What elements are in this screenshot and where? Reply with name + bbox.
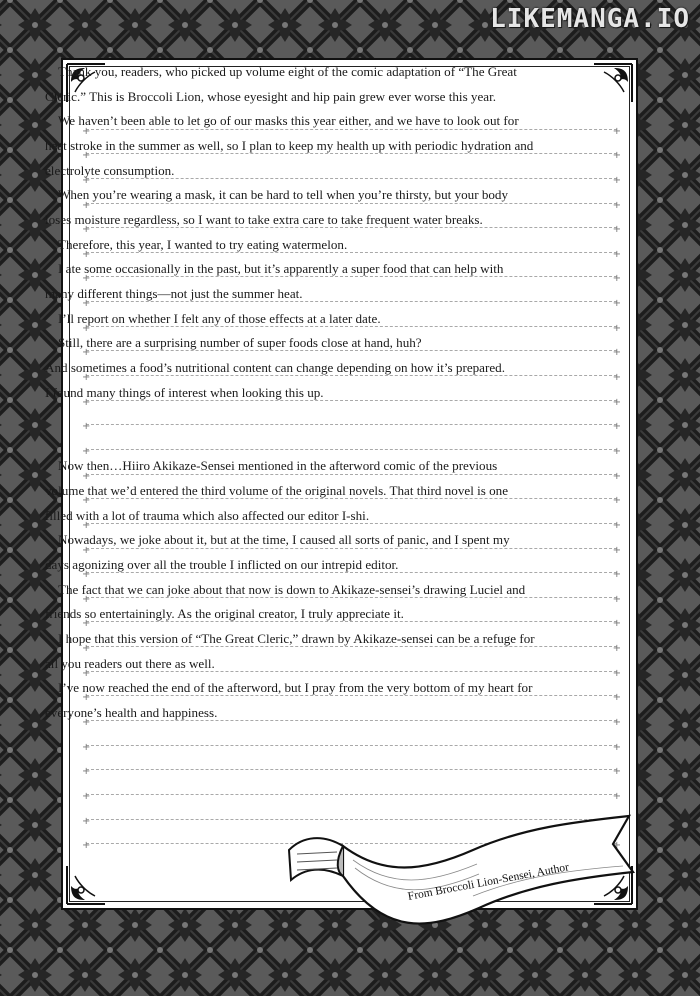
paragraph: Thank you, readers, who picked up volume eight of the comic adaptation of “The Great Cleric.” This is Broccoli Lion, whose eyesight and hip pain grew ever worse this year.: [45, 64, 517, 104]
paragraph: I hope that this version of “The Great Cleric,” drawn by Akikaze-sensei can be a refuge for all you readers out there as well.: [45, 631, 535, 671]
paragraph: I’ve now reached the end of the afterword, but I pray from the very bottom of my heart for everyone’s health and happiness.: [45, 680, 533, 721]
paragraph: We haven’t been able to let go of our masks this year either, and we have to look out for heat stroke in the summer as well, so I plan to keep my health up with periodic hydration and electrolyte consumption.: [45, 113, 534, 178]
paragraph: The fact that we can joke about that now is down to Akikaze-sensei’s drawing Luciel and friends so entertainingly. As the original creator, I truly appreciate it.: [45, 581, 526, 622]
paragraph: Therefore, this year, I wanted to try eating watermelon.: [58, 236, 348, 252]
paragraph: Still, there are a surprising number of super foods close at hand, huh?: [58, 335, 422, 351]
ruled-line: [86, 770, 617, 795]
ribbon-banner-icon: [283, 806, 639, 942]
paragraph: I found many things of interest when looking this up.: [45, 384, 324, 400]
paragraph: Now then…Hiiro Akikaze-Sensei mentioned in the afterword comic of the previous volume that we’d entered the third volume of the original novels. That third novel is one filled with a lot of trauma which also affected our editor I-shi.: [45, 458, 509, 523]
paragraph: I ate some occasionally in the past, but it’s apparently a super food that can help with many different things—not just the summer heat.: [45, 261, 504, 301]
section-break: [45, 430, 535, 455]
corner-ornament-icon: [65, 862, 109, 906]
corner-ornament-icon: [590, 62, 634, 106]
afterword-part-1: [45, 60, 535, 405]
author-signature: From Broccoli Lion-Sensei, Author: [406, 861, 570, 903]
afterword-text: [45, 60, 535, 726]
ruled-line: [86, 746, 617, 771]
site-watermark: LIKEMANGA.IO: [490, 4, 690, 34]
section-break: [45, 405, 535, 430]
afterword-part-2: [45, 454, 535, 725]
paragraph: And sometimes a food’s nutritional content can change depending on how it’s prepared.: [45, 359, 505, 375]
paragraph: I’ll report on whether I felt any of those effects at a later date.: [58, 310, 381, 326]
paragraph: Nowadays, we joke about it, but at the time, I caused all sorts of panic, and I spent my days agonizing over all the trouble I inflicted on our intrepid editor.: [45, 532, 510, 573]
paragraph: When you’re wearing a mask, it can be hard to tell when you’re thirsty, but your body loses moisture regardless, so I want to take extra care to take frequent water breaks.: [45, 187, 509, 227]
